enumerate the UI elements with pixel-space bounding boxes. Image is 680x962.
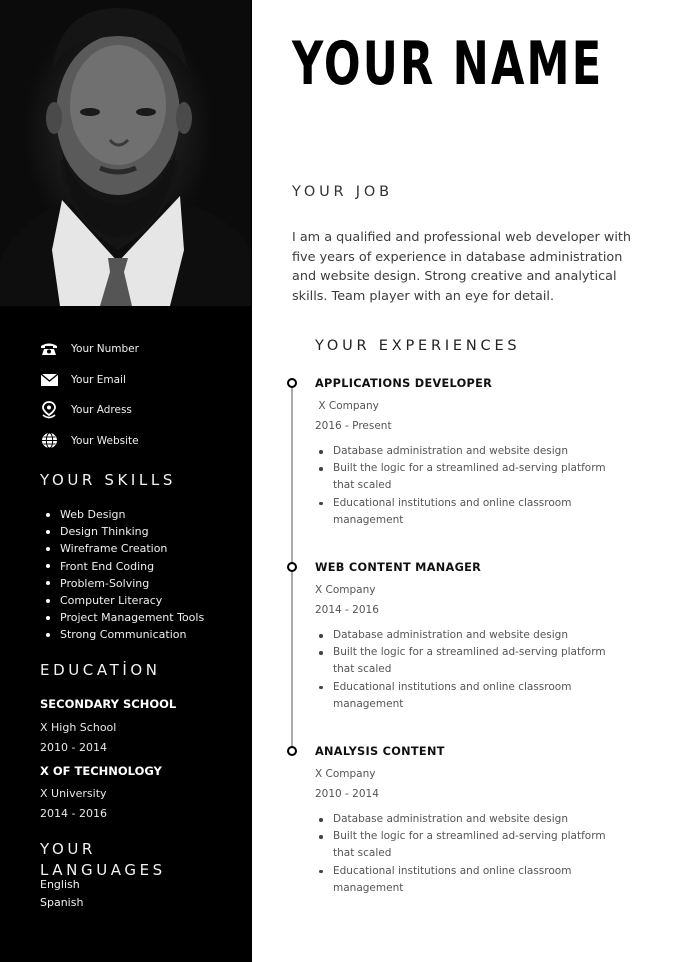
experience-bullets bbox=[315, 443, 635, 529]
experience-bullet: Built the logic for a streamlined ad-serving platform that scaled bbox=[315, 644, 615, 678]
experience-bullet: Database administration and website design bbox=[315, 811, 615, 828]
experience-bullet: Built the logic for a streamlined ad-serving platform that scaled bbox=[315, 460, 615, 494]
languages-list bbox=[40, 876, 83, 911]
email-icon bbox=[40, 371, 58, 389]
experience-title: WEB CONTENT MANAGER bbox=[315, 561, 482, 574]
email-label: Your Email bbox=[71, 373, 126, 386]
sidebar bbox=[0, 0, 252, 962]
education-years-text: 2014 - 2016 bbox=[40, 807, 107, 820]
timeline-dot-icon bbox=[287, 562, 297, 572]
education-years-text: 2010 - 2014 bbox=[40, 741, 107, 754]
skill-item: Front End Coding bbox=[40, 558, 204, 575]
skill-item: Wireframe Creation bbox=[40, 540, 204, 557]
phone-icon bbox=[40, 340, 58, 358]
experience-bullet: Built the logic for a streamlined ad-serving platform that scaled bbox=[315, 828, 615, 862]
phone-label: Your Number bbox=[71, 343, 139, 356]
experience-entry bbox=[315, 376, 635, 529]
education-entry bbox=[40, 764, 245, 778]
education-entry bbox=[40, 697, 245, 711]
education-school bbox=[40, 787, 245, 800]
contact-phone bbox=[40, 334, 240, 365]
experience-bullets bbox=[315, 627, 635, 713]
skills-heading: YOUR SKILLS bbox=[40, 471, 176, 489]
experience-bullets bbox=[315, 811, 635, 897]
contact-email bbox=[40, 365, 240, 396]
job-title: YOUR JOB bbox=[292, 184, 393, 200]
contact-list bbox=[40, 334, 240, 456]
education-title: X OF TECHNOLOGY bbox=[40, 764, 162, 778]
globe-icon bbox=[40, 432, 58, 450]
language-item: Spanish bbox=[40, 895, 84, 909]
experience-dates: 2014 - 2016 bbox=[315, 604, 379, 616]
skill-item: Web Design bbox=[40, 506, 204, 523]
experience-entry bbox=[315, 744, 635, 897]
address-label: Your Adress bbox=[71, 404, 132, 417]
education-school-name: X High School bbox=[40, 721, 117, 734]
experience-bullet: Educational institutions and online classroom management bbox=[315, 863, 615, 897]
experience-company: X Company bbox=[315, 400, 379, 412]
experience-bullet: Educational institutions and online classroom management bbox=[315, 495, 615, 529]
profile-summary: I am a qualified and professional web developer with five years of experience in database administration and website design. Strong creative and analytical skills. Team player with an eye for detail. bbox=[292, 230, 632, 304]
skill-item: Design Thinking bbox=[40, 523, 204, 540]
location-pin-icon bbox=[40, 401, 58, 419]
language-item: English bbox=[40, 878, 80, 891]
skill-item: Problem-Solving bbox=[40, 575, 204, 592]
experience-entry bbox=[315, 560, 635, 713]
website-label: Your Website bbox=[71, 434, 139, 447]
contact-address bbox=[40, 395, 240, 426]
timeline-dot-icon bbox=[287, 746, 297, 756]
skill-item: Computer Literacy bbox=[40, 592, 204, 609]
resume-name: YOUR NAME bbox=[292, 29, 604, 99]
portrait-illustration bbox=[0, 0, 251, 306]
experience-bullet: Database administration and website design bbox=[315, 627, 615, 644]
experience-company: X Company bbox=[315, 584, 376, 596]
skill-item: Project Management Tools bbox=[40, 609, 204, 626]
skills-list bbox=[40, 506, 204, 644]
experience-dates: 2010 - 2014 bbox=[315, 788, 379, 800]
skill-item: Strong Communication bbox=[40, 626, 204, 643]
experience-title: ANALYSIS CONTENT bbox=[315, 745, 445, 758]
education-school-name: X University bbox=[40, 787, 107, 800]
experiences-heading: YOUR EXPERIENCES bbox=[315, 338, 521, 354]
education-title: SECONDARY SCHOOL bbox=[40, 697, 177, 711]
education-years bbox=[40, 741, 245, 754]
languages-heading-line2: LANGUAGES bbox=[40, 861, 166, 879]
experience-bullet: Database administration and website design bbox=[315, 443, 615, 460]
education-years bbox=[40, 807, 245, 820]
experience-dates: 2016 - Present bbox=[315, 420, 392, 432]
experience-company: X Company bbox=[315, 768, 376, 780]
education-heading: EDUCATİON bbox=[40, 661, 161, 679]
profile-photo bbox=[0, 0, 251, 306]
education-school bbox=[40, 721, 245, 734]
languages-heading-line1: YOUR bbox=[40, 840, 96, 858]
experience-bullet: Educational institutions and online classroom management bbox=[315, 679, 615, 713]
experience-title: APPLICATIONS DEVELOPER bbox=[315, 377, 493, 390]
contact-website bbox=[40, 426, 240, 457]
timeline-dot-icon bbox=[287, 378, 297, 388]
